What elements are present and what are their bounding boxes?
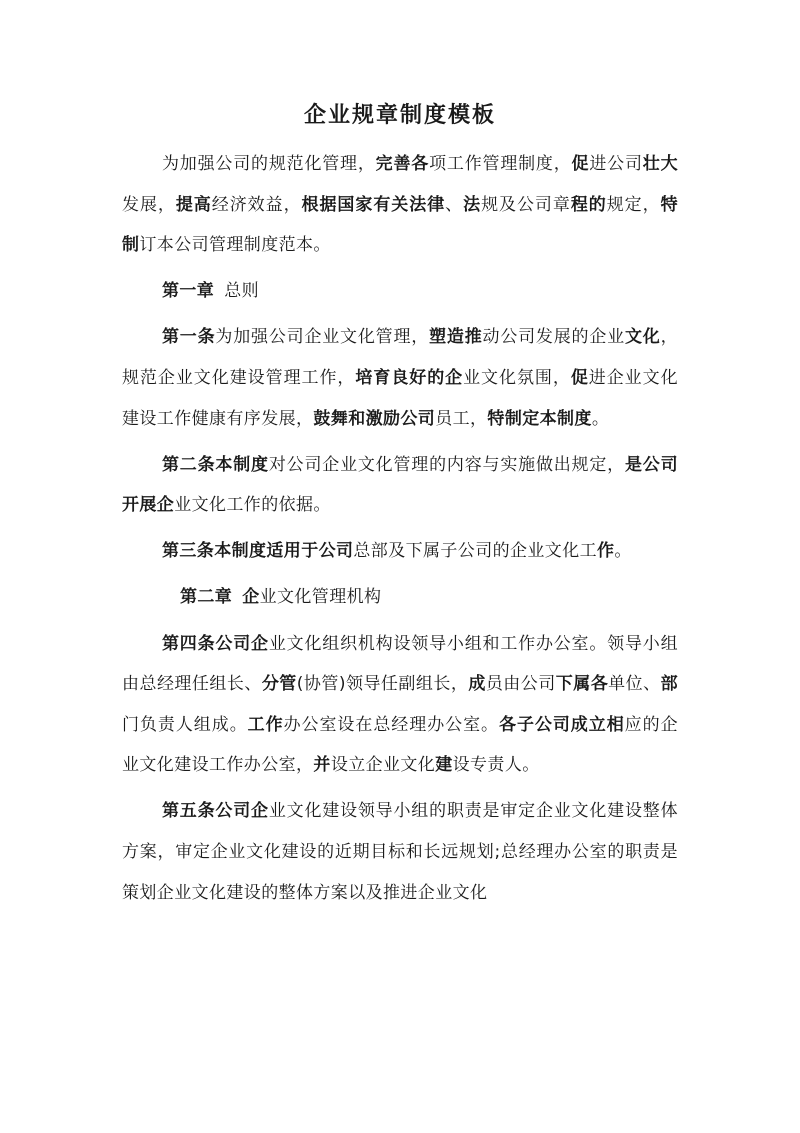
bold-text-run: 促 — [570, 367, 589, 388]
bold-text-run: 鼓舞和激励公司 — [313, 408, 436, 429]
text-run: 项工作管理制度， — [429, 154, 572, 174]
bold-text-run: 各子公司成立相 — [499, 714, 625, 735]
bold-text-run: 法 — [463, 194, 482, 215]
document-body — [122, 144, 678, 913]
text-run: 业文化建设领导小组的职责是审定企业文化建设整体方案，审定企业文化建设的近期目标和长远规划;总经理办公室的职责是策划企业文化建设的整体方案以及推进企业文化 — [122, 801, 678, 903]
text-run: 业文化氛围， — [463, 367, 571, 388]
article-3 — [122, 531, 678, 572]
text-run: 业文化组织机构设领导小组和工作办公室。领导小组由总经理任组长、 — [122, 633, 678, 695]
bold-text-run: 作 — [597, 541, 615, 562]
bold-text-run: 分管 — [261, 674, 297, 695]
text-run: 设立企业文化 — [330, 755, 436, 776]
bold-text-run: 第四条公司企 — [162, 633, 269, 654]
text-run: 进公司 — [589, 154, 643, 174]
bold-text-run: 根据国家有关法律 — [301, 194, 446, 215]
bold-text-run: 企 — [242, 587, 260, 608]
text-run: 规及公司章 — [481, 194, 571, 215]
text-run: 门负责人组成。 — [122, 714, 248, 735]
text-run: 对公司企业文化管理的内容与实施做出规定， — [268, 454, 625, 475]
bold-text-run: 第二条本制度 — [162, 454, 269, 475]
chapter-title — [242, 587, 381, 607]
bold-text-run: 培育良好的企 — [355, 367, 464, 388]
text-run: 为加强公司企业文化管理， — [215, 327, 430, 348]
bold-text-run: 建 — [435, 755, 453, 776]
text-run: 业文化工作的依据。 — [174, 495, 331, 516]
text-run: 。 — [614, 541, 632, 562]
document-title: 企业规章制度模板 — [303, 103, 496, 128]
text-run: 订本公司管理制度范本。 — [139, 235, 331, 256]
text-run: (协管)领导任副组长， — [296, 674, 469, 695]
text-run: 规定， — [606, 194, 661, 215]
text-run: 为加强公司的规范化管理， — [162, 154, 376, 174]
bold-text-run: 特制 — [122, 194, 678, 256]
bold-text-run: 第三条本制度适用于公司 — [162, 541, 354, 562]
bold-text-run: 工作 — [247, 714, 284, 735]
text-run: 单位、 — [608, 674, 661, 695]
text-run: ，规范企业文化建设管理工作， — [122, 327, 678, 388]
bold-text-run: 是公司开展企 — [122, 454, 678, 516]
bold-text-run: 壮大 — [642, 154, 678, 174]
bold-text-run: 塑造推 — [429, 327, 483, 348]
text-run: 。 — [591, 408, 610, 429]
text-run: 应的企业文化建设工作办公室， — [122, 714, 678, 776]
text-run: 业文化管理机构 — [259, 587, 382, 608]
bold-text-run: 第一条 — [162, 327, 216, 348]
chapter-number: 第二章 — [180, 587, 233, 608]
text-run: 动公司发展的企业 — [482, 327, 625, 348]
intro-paragraph — [122, 144, 678, 266]
bold-text-run: 下属各 — [555, 674, 609, 695]
bold-text-run: 文化 — [624, 327, 661, 348]
chapter-2-heading — [122, 577, 678, 618]
text-run: 发展， — [122, 194, 176, 215]
article-5 — [122, 791, 678, 913]
article-4 — [122, 624, 678, 786]
bold-text-run: 第五条公司企 — [162, 801, 269, 822]
bold-text-run: 程的 — [570, 194, 607, 215]
bold-text-run: 提高 — [175, 194, 212, 215]
text-run: 办公室设在总经理办公室。 — [283, 714, 499, 735]
article-2 — [122, 445, 678, 526]
text-run: 、 — [445, 194, 464, 215]
chapter-title: 总则 — [224, 281, 260, 302]
chapter-number: 第一章 — [162, 281, 215, 302]
text-run: 总部及下属子公司的企业文化工 — [353, 541, 598, 562]
bold-text-run: 特制定本制度 — [487, 408, 592, 429]
article-1 — [122, 317, 678, 439]
bold-text-run: 并 — [313, 755, 331, 776]
text-run: 进企业文化建设工作健康有序发展， — [122, 367, 678, 429]
text-run: 员工， — [435, 408, 488, 429]
bold-text-run: 完善各 — [375, 154, 430, 174]
chapter-1-heading — [122, 271, 678, 312]
bold-text-run: 部 — [660, 674, 679, 695]
text-run: 员由公司 — [485, 674, 556, 695]
bold-text-run: 促 — [571, 154, 590, 174]
bold-text-run: 成 — [468, 674, 486, 695]
text-run: 经济效益， — [211, 194, 302, 215]
text-run: 设专责人。 — [452, 755, 540, 776]
